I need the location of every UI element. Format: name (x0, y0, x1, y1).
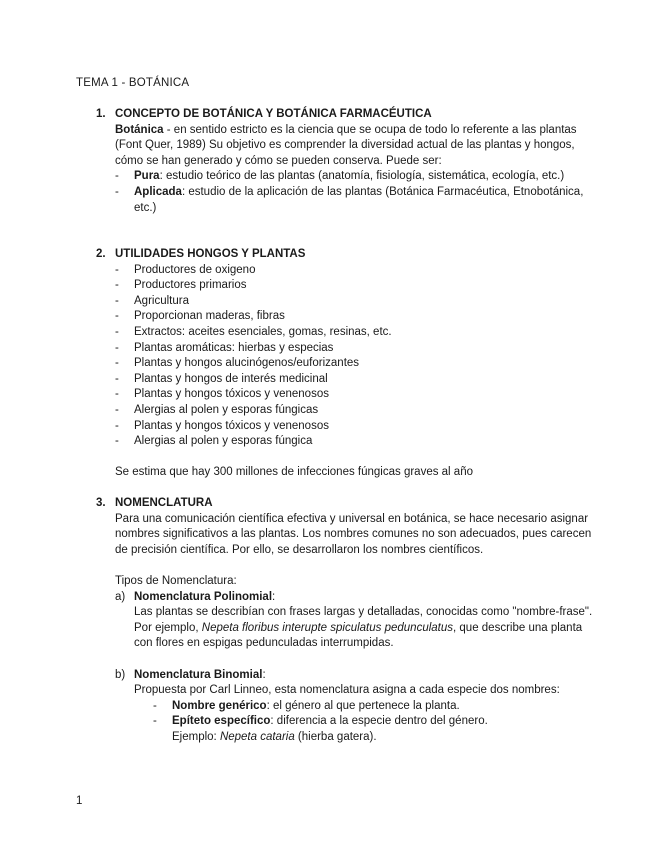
nomenclature-types-label: Tipos de Nomenclatura: (115, 574, 237, 587)
dash-bullet: - (115, 185, 119, 198)
item-text: : estudio de la aplicación de las plantas (Botánica Farmacéutica, Etnobotánica, etc.) (134, 185, 584, 214)
item-term: Aplicada (134, 185, 182, 198)
description-text: , que describe una planta con flores en espigas pedunculadas interrumpidas. (134, 621, 583, 650)
utilities-list (115, 263, 596, 450)
list-item (115, 325, 596, 341)
item-text: Plantas y hongos de interés medicinal (134, 372, 328, 385)
description-text: Las plantas se describían con frases largas y detalladas, conocidas como "nombre-frase". Por ejemplo, (134, 606, 593, 634)
list-item (115, 419, 596, 435)
section-nomenclatura (96, 496, 596, 746)
dash-bullet: - (115, 403, 119, 416)
fungal-infections-note: Se estima que hay 300 millones de infecciones fúngicas graves al año (115, 466, 473, 479)
binomial-description: Propuesta por Carl Linneo, esta nomenclatura asigna a cada especie dos nombres: (134, 684, 560, 697)
section-number: 2. (96, 248, 106, 260)
item-text: : diferencia a la especie dentro del género. (270, 715, 488, 728)
botany-types-list (115, 169, 596, 216)
list-item (153, 714, 596, 745)
section-utilidades (96, 247, 596, 481)
list-item (115, 169, 596, 185)
definition-term: Botánica (115, 123, 164, 136)
nomenclature-intro: Para una comunicación científica efectiva y universal en botánica, se hace necesario asignar nombres significativos a las plantas. Los nombres comunes no son adecuados, pues carecen de precisión científica. Por ello, se desarrollaron los nombres científicos. (115, 512, 592, 556)
section-title: NOMENCLATURA (115, 497, 213, 509)
definition-text: - en sentido estricto es la ciencia que se ocupa de todo lo referente a las plantas (Font Quer, 1989) Su objetivo es comprender la diversidad actual de las plantas y hongos, cómo se han generado y cómo se pueden conserva. Puede ser: (115, 123, 577, 167)
polynomial-description (134, 605, 596, 652)
item-text: Alergias al polen y esporas fúngica (134, 435, 313, 448)
item-text: Plantas y hongos alucinógenos/euforizantes (134, 357, 360, 370)
item-term: Epíteto específico (172, 715, 271, 728)
item-text: Alergias al polen y esporas fúngicas (134, 403, 319, 416)
list-item (115, 356, 596, 372)
item-text: Productores primarios (134, 279, 247, 292)
section-title: UTILIDADES HONGOS Y PLANTAS (115, 248, 306, 260)
list-item (115, 294, 596, 310)
dash-bullet: - (115, 279, 119, 292)
item-text: Proporcionan maderas, fibras (134, 310, 285, 323)
list-item (153, 699, 596, 715)
list-item (115, 309, 596, 325)
term-colon: : (272, 590, 276, 603)
example-note: (hierba gatera). (294, 730, 377, 743)
section-number: 3. (96, 497, 106, 509)
list-item (115, 263, 596, 279)
item-text: Agricultura (134, 294, 189, 307)
binomial-nomenclature (115, 668, 596, 746)
item-text: Productores de oxigeno (134, 263, 256, 276)
section-number: 1. (96, 108, 106, 120)
polynomial-nomenclature (115, 590, 596, 652)
item-term: Nomenclatura Binomial (134, 668, 263, 681)
example-species-name: Nepeta floribus interupte spiculatus pedunculatus (201, 621, 454, 634)
dash-bullet: - (153, 715, 157, 728)
item-letter: b) (115, 668, 126, 681)
item-text: : el género al que pertenece la planta. (266, 699, 460, 712)
item-letter: a) (115, 590, 126, 603)
list-item (115, 341, 596, 357)
section-heading (96, 496, 596, 512)
section-heading (96, 247, 596, 263)
dash-bullet: - (153, 699, 157, 712)
item-term: Pura (134, 170, 160, 183)
dash-bullet: - (115, 357, 119, 370)
dash-bullet: - (115, 170, 119, 183)
list-item (115, 278, 596, 294)
term-colon: : (262, 668, 266, 681)
list-item (115, 372, 596, 388)
section-heading (96, 107, 596, 123)
section-concepto (96, 107, 596, 216)
definition-paragraph (115, 123, 596, 170)
page-number: 1 (76, 795, 83, 807)
dash-bullet: - (115, 419, 119, 432)
binomial-parts-list (153, 699, 596, 746)
list-item (115, 387, 596, 403)
dash-bullet: - (115, 435, 119, 448)
item-text: Extractos: aceites esenciales, gomas, resinas, etc. (134, 325, 392, 338)
section-title: CONCEPTO DE BOTÁNICA Y BOTÁNICA FARMACÉUTICA (115, 108, 432, 120)
dash-bullet: - (115, 263, 119, 276)
list-item (115, 434, 596, 450)
dash-bullet: - (115, 310, 119, 323)
dash-bullet: - (115, 325, 119, 338)
example-species-name: Nepeta cataria (219, 730, 295, 743)
dash-bullet: - (115, 372, 119, 385)
list-item (115, 185, 596, 216)
item-text: Plantas y hongos tóxicos y venenosos (134, 419, 329, 432)
dash-bullet: - (115, 388, 119, 401)
item-term: Nombre genérico (172, 699, 267, 712)
item-text: Plantas aromáticas: hierbas y especias (134, 341, 334, 354)
document-title: TEMA 1 - BOTÁNICA (76, 77, 190, 89)
item-text: : estudio teórico de las plantas (anatomía, fisiología, sistemática, ecología, etc.) (159, 170, 565, 183)
list-item (115, 403, 596, 419)
dash-bullet: - (115, 294, 119, 307)
example-label: Ejemplo: (172, 730, 220, 743)
item-text: Plantas y hongos tóxicos y venenosos (134, 388, 329, 401)
dash-bullet: - (115, 341, 119, 354)
item-term: Nomenclatura Polinomial (134, 590, 273, 603)
